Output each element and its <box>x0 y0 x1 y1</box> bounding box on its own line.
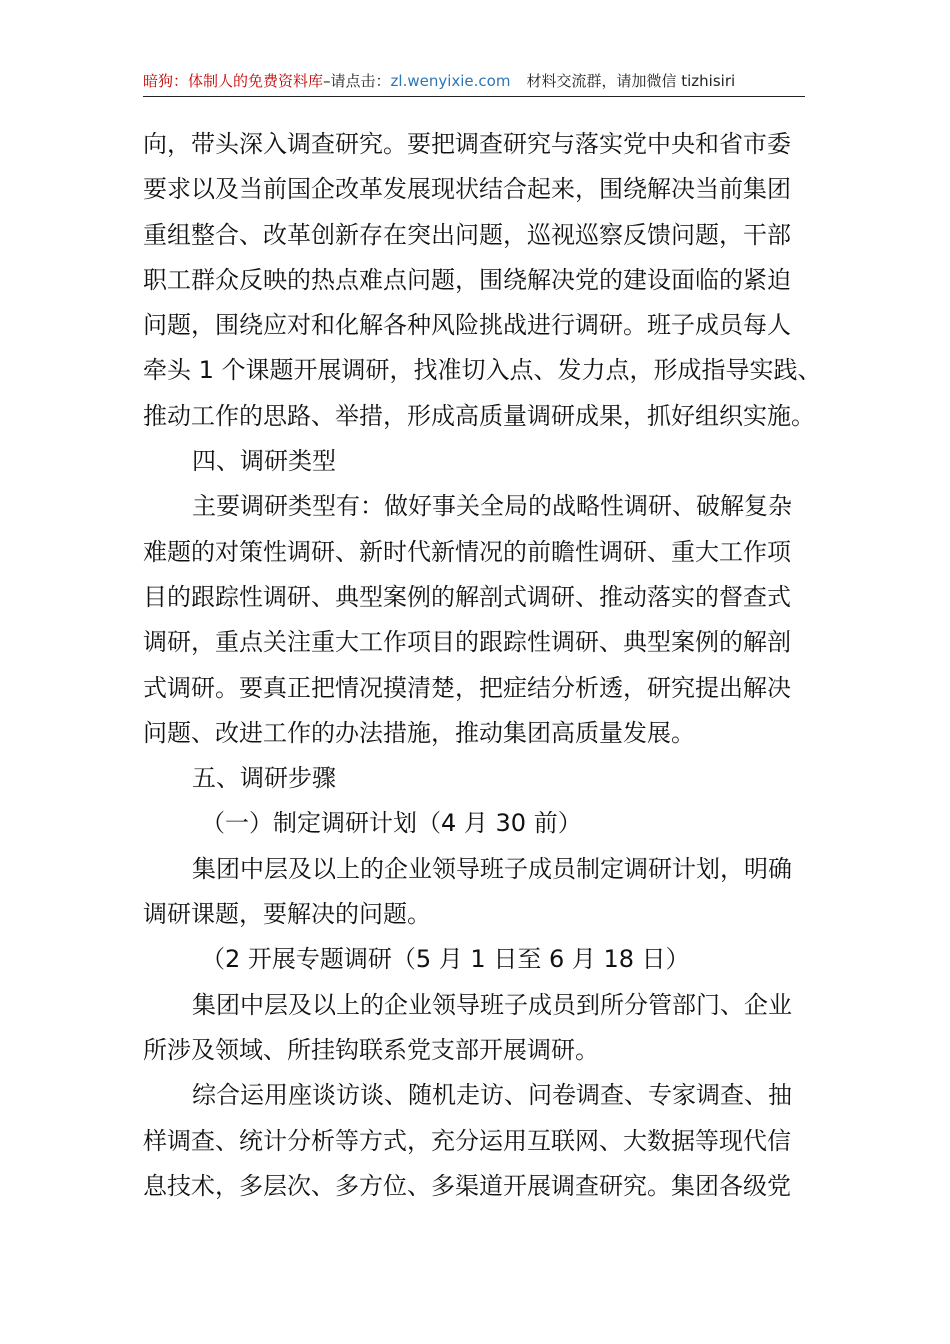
paragraph-line: 牵头 1 个课题开展调研，找准切入点、发力点，形成指导实践、 <box>143 356 822 385</box>
header-click-prompt: –请点击： <box>323 72 391 90</box>
paragraph-line: 集团中层及以上的企业领导班子成员到所分管部门、企业 <box>192 990 792 1019</box>
paragraph-line: 问题、改进工作的办法措施，推动集团高质量发展。 <box>143 718 695 747</box>
paragraph-line: 样调查、统计分析等方式，充分运用互联网、大数据等现代信 <box>143 1126 791 1155</box>
paragraph-line: 目的跟踪性调研、典型案例的解剖式调研、推动落实的督查式 <box>143 582 791 611</box>
header-url-link[interactable]: zl.wenyixie.com <box>390 72 511 90</box>
subsection-heading: （2 开展专题调研（5 月 1 日至 6 月 18 日） <box>201 945 690 974</box>
section-heading: 四、调研类型 <box>192 447 336 476</box>
paragraph-line: 综合运用座谈访谈、随机走访、问卷调查、专家调查、抽 <box>192 1081 792 1110</box>
header-group-text: 材料交流群，请加微信 tizhisiri <box>526 72 736 90</box>
document-body <box>143 122 822 1209</box>
paragraph-line: 集团中层及以上的企业领导班子成员制定调研计划，明确 <box>192 854 792 883</box>
paragraph-line: 调研，重点关注重大工作项目的跟踪性调研、典型案例的解剖 <box>143 628 791 657</box>
paragraph-line: 所涉及领域、所挂钩联系党支部开展调研。 <box>143 1035 599 1064</box>
page-header <box>143 70 805 97</box>
paragraph-line: 推动工作的思路、举措，形成高质量调研成果，抓好组织实施。 <box>143 401 815 430</box>
paragraph-line: 调研课题，要解决的问题。 <box>143 900 431 929</box>
paragraph-line: 主要调研类型有：做好事关全局的战略性调研、破解复杂 <box>192 492 792 521</box>
paragraph-line: 重组整合、改革创新存在突出问题，巡视巡察反馈问题，干部 <box>143 220 791 249</box>
paragraph-line: 职工群众反映的热点难点问题，围绕解决党的建设面临的紧迫 <box>143 265 791 294</box>
paragraph-line: 问题，围绕应对和化解各种风险挑战进行调研。班子成员每人 <box>143 311 791 340</box>
header-brand: 暗狗：体制人的免费资料库 <box>143 72 324 90</box>
paragraph-line: 要求以及当前国企改革发展现状结合起来，围绕解决当前集团 <box>143 175 791 204</box>
section-heading: 五、调研步骤 <box>192 764 336 793</box>
paragraph-line: 难题的对策性调研、新时代新情况的前瞻性调研、重大工作项 <box>143 537 791 566</box>
subsection-heading: （一）制定调研计划（4 月 30 前） <box>201 809 582 838</box>
paragraph-line: 式调研。要真正把情况摸清楚，把症结分析透，研究提出解决 <box>143 673 791 702</box>
paragraph-line: 息技术，多层次、多方位、多渠道开展调查研究。集团各级党 <box>143 1171 791 1200</box>
paragraph-line: 向，带头深入调查研究。要把调查研究与落实党中央和省市委 <box>143 130 791 158</box>
